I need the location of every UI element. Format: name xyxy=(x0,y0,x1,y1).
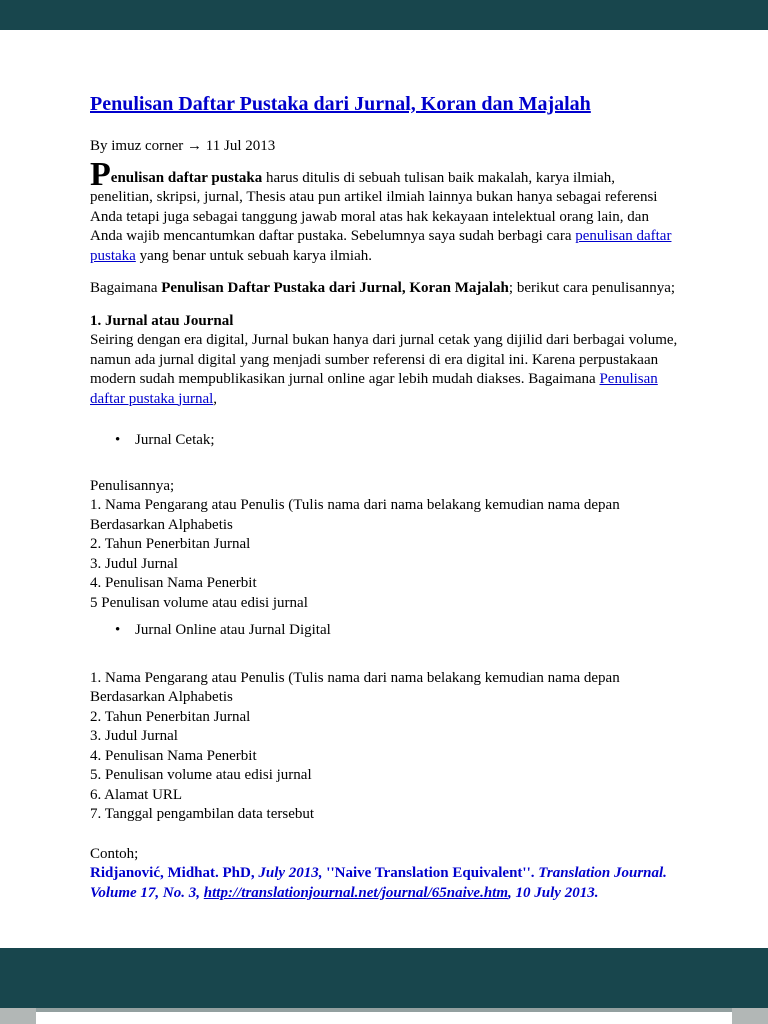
page-gap xyxy=(0,948,768,1008)
link-penulisan-daftar-pustaka-jurnal[interactable]: Penulisan daftar pustaka jurnal xyxy=(90,371,658,407)
list-item: 2. Tahun Penerbitan Jurnal xyxy=(90,708,251,725)
list-item: 5 Penulisan volume atau edisi jurnal xyxy=(90,594,308,611)
document-page xyxy=(0,30,768,948)
next-page-top-edge xyxy=(36,1008,732,1024)
bullet-icon: • xyxy=(115,622,121,638)
section-body-text: Seiring dengan era digital, Jurnal bukan hanya dari jurnal cetak yang dijilid dari berbagai volume, namun ada jurnal digital yang menjadi sumber referensi di era digital ini. Karena perpustakaan modern sudah mempublikasikan jurnal online agar lebih mudah diakses. Bagaimana xyxy=(90,332,678,387)
intro-paragraph xyxy=(90,155,678,267)
list-item: 1. Nama Pengarang atau Penulis (Tulis nama dari nama belakang kemudian nama depan Berdasarkan Alphabetis xyxy=(90,497,620,533)
section-body-post: , xyxy=(213,390,218,407)
citation-author: Ridjanović, Midhat. PhD, xyxy=(90,865,259,881)
jurnal-cetak-list xyxy=(90,496,678,613)
bagaimana-paragraph xyxy=(90,279,678,299)
bullet-icon: • xyxy=(115,432,121,448)
bullet-jurnal-cetak xyxy=(90,431,678,451)
para2-post: ; berikut cara penulisannya; xyxy=(508,280,676,296)
jurnal-online-list xyxy=(90,669,678,825)
byline: By imuz corner → 11 Jul 2013 xyxy=(90,138,276,154)
link-penulisan-daftar-pustaka[interactable]: penulisan daftar pustaka xyxy=(90,228,672,264)
next-page-preview xyxy=(0,1008,768,1024)
bullet-jurnal-online xyxy=(90,621,678,641)
list-item: 3. Judul Jurnal xyxy=(90,728,178,744)
list-item: 5. Penulisan volume atau edisi jurnal xyxy=(90,767,312,783)
citation-quoted-title: ''Naive Translation Equivalent''. xyxy=(326,865,539,881)
para2-pre: Bagaimana xyxy=(90,280,162,296)
bullet-jurnal-cetak-label: Jurnal Cetak; xyxy=(135,432,215,448)
bullet-jurnal-online-label: Jurnal Online atau Jurnal Digital xyxy=(135,622,331,638)
citation-journal: Translation Journal. Volume 17, No. 3, xyxy=(90,865,667,901)
next-page-left-gutter xyxy=(0,1008,36,1024)
para2-bold: Penulisan Daftar Pustaka dari Jurnal, Koran Majalah xyxy=(161,280,509,296)
next-page-right-gutter xyxy=(732,1008,768,1024)
document-title[interactable]: Penulisan Daftar Pustaka dari Jurnal, Koran dan Majalah xyxy=(90,93,591,115)
viewer-top-bar xyxy=(0,0,768,30)
intro-text-2: yang benar untuk sebuah karya ilmiah. xyxy=(135,247,373,264)
list-item: 6. Alamat URL xyxy=(90,786,183,803)
citation-url-link[interactable]: http://translationjournal.net/journal/65naive.htm xyxy=(203,884,509,901)
list-item: 4. Penulisan Nama Penerbit xyxy=(90,747,257,764)
citation-example xyxy=(90,864,678,903)
intro-bold-lead: enulisan daftar pustaka xyxy=(110,169,263,186)
list-item: 7. Tanggal pengambilan data tersebut xyxy=(90,806,315,822)
citation-access-date: , 10 July 2013. xyxy=(508,884,599,901)
list-item: 2. Tahun Penerbitan Jurnal xyxy=(90,536,251,552)
list-item: 4. Penulisan Nama Penerbit xyxy=(90,575,257,591)
list-item: 3. Judul Jurnal xyxy=(90,555,178,572)
contoh-label: Contoh; xyxy=(90,845,139,862)
section-jurnal-paragraph xyxy=(90,331,678,409)
dropcap-letter: P xyxy=(90,155,111,193)
citation-date: July 2013, xyxy=(258,865,327,881)
intro-text-1: harus ditulis di sebuah tulisan baik makalah, karya ilmiah, penelitian, skripsi, jurnal, Thesis atau pun artikel ilmiah lainnya bukan hanya sebagai referensi Anda tetapi juga sebagai tanggung jawab moral atas hak kekayaan intelektual orang lain, dan Anda wajib mencantumkan daftar pustaka. Sebelumnya saya sudah berbagi cara xyxy=(90,169,658,244)
list-item: 1. Nama Pengarang atau Penulis (Tulis nama dari nama belakang kemudian nama depan Berdasarkan Alphabetis xyxy=(90,669,620,705)
penulisannya-label: Penulisannya; xyxy=(90,477,175,494)
section-heading-jurnal: 1. Jurnal atau Journal xyxy=(90,312,234,329)
